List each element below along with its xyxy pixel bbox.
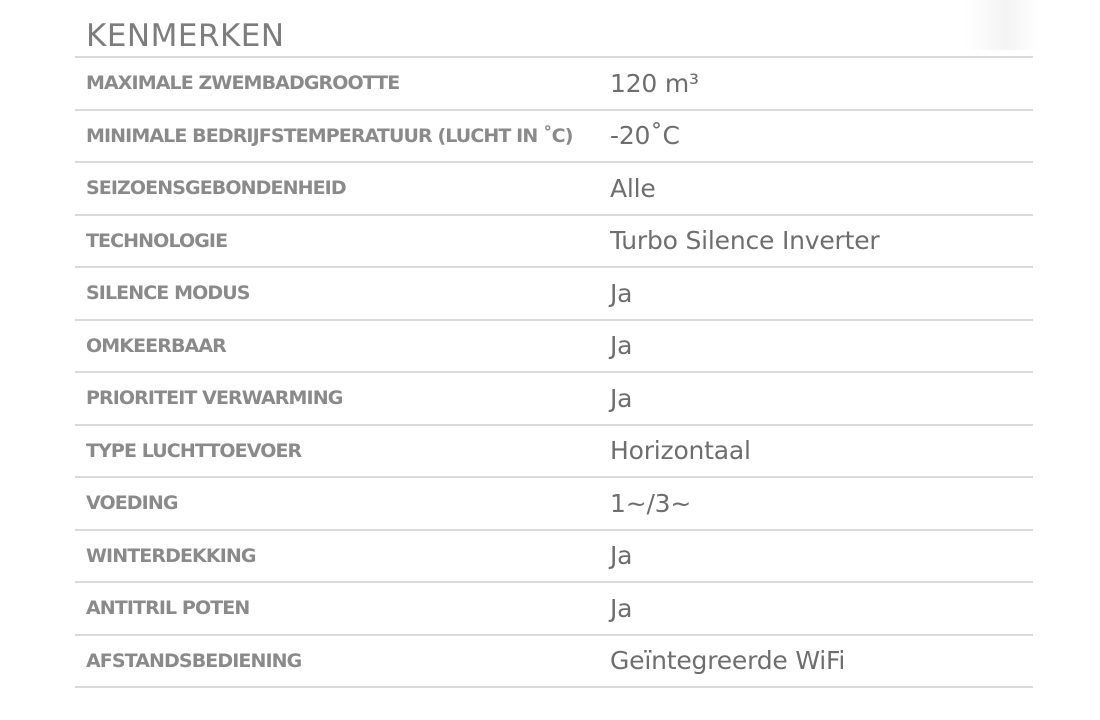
- spec-row-seasonality: [75, 163, 1033, 216]
- spec-row-silence-mode: [75, 268, 1033, 321]
- spec-label: WINTERDEKKING: [86, 544, 256, 567]
- spec-value: Alle: [610, 173, 656, 203]
- spec-value: Ja: [610, 383, 633, 413]
- spec-row-power-supply: [75, 478, 1033, 531]
- spec-value: Ja: [610, 593, 633, 623]
- spec-label: TYPE LUCHTTOEVOER: [86, 439, 302, 462]
- spec-value: Ja: [610, 331, 633, 361]
- spec-row-winter-cover: [75, 531, 1033, 584]
- spec-row-heating-priority: [75, 373, 1033, 426]
- spec-row-max-pool-size: [75, 58, 1033, 111]
- spec-label: TECHNOLOGIE: [86, 229, 228, 252]
- spec-value: -20˚C: [610, 121, 680, 151]
- spec-label: OMKEERBAAR: [86, 334, 226, 357]
- spec-value: 1~/3~: [610, 488, 692, 518]
- spec-value: Horizontaal: [610, 436, 751, 466]
- spec-label: PRIORITEIT VERWARMING: [86, 387, 343, 410]
- spec-row-reversible: [75, 321, 1033, 374]
- spec-label: SEIZOENSGEBONDENHEID: [86, 177, 346, 200]
- spec-label: MAXIMALE ZWEMBADGROOTTE: [86, 72, 400, 95]
- spec-row-remote-control: [75, 636, 1033, 689]
- spec-row-min-operating-temperature: [75, 111, 1033, 164]
- spec-label: VOEDING: [86, 492, 178, 515]
- spec-label: SILENCE MODUS: [86, 282, 250, 305]
- spec-label: AFSTANDSBEDIENING: [86, 649, 302, 672]
- section-title: KENMERKEN: [75, 10, 1033, 58]
- specifications-table: [75, 10, 1033, 688]
- spec-row-anti-vibration-feet: [75, 583, 1033, 636]
- spec-row-technology: [75, 216, 1033, 269]
- spec-label: MINIMALE BEDRIJFSTEMPERATUUR (LUCHT IN ˚C): [86, 124, 573, 147]
- spec-value: 120 m³: [610, 68, 699, 98]
- spec-label: ANTITRIL POTEN: [86, 597, 250, 620]
- spec-row-air-supply-type: [75, 426, 1033, 479]
- spec-value: Ja: [610, 541, 633, 571]
- spec-value: Geïntegreerde WiFi: [610, 646, 846, 676]
- spec-value: Turbo Silence Inverter: [610, 226, 880, 256]
- spec-value: Ja: [610, 278, 633, 308]
